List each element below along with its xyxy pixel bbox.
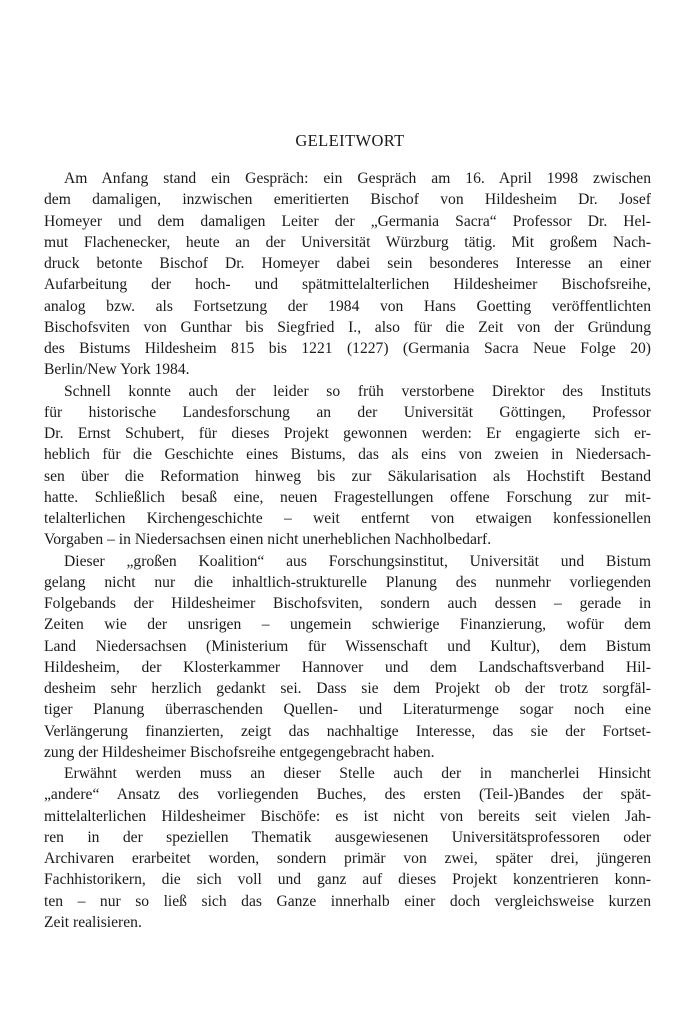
text-line: tiger Planung überraschenden Quellen- und Literaturmenge sogar noch eine: [44, 701, 651, 719]
text-line: Bischofsviten von Gunthar bis Siegfried I., also für die Zeit von der Gründung: [44, 318, 651, 336]
text-line: Zeiten wie der unsrigen – ungemein schwierige Finanzierung, wofür dem: [44, 616, 651, 634]
text-line: des Bistums Hildesheim 815 bis 1221 (1227) (Germania Sacra Neue Folge 20): [44, 340, 651, 357]
text-line: Archivaren erarbeitet worden, sondern primär von zwei, später drei, jüngeren: [44, 850, 651, 867]
text-line: Berlin/New York 1984.: [44, 361, 190, 379]
text-line: „andere“ Ansatz des vorliegenden Buches, des ersten (Teil-)Bandes der spät-: [44, 786, 651, 804]
text-line: druck betonte Bischof Dr. Homeyer dabei sein besonderes Interesse an einer: [44, 255, 651, 272]
text-line: zung der Hildesheimer Bischofsreihe entgegengebracht haben.: [44, 743, 435, 761]
text-line: ren in der speziellen Thematik ausgewiesenen Universitätsprofessoren oder: [44, 828, 651, 846]
text-line: Verlängerung finanzierten, zeigt das nachhaltige Interesse, das sie der Fortset-: [44, 722, 651, 740]
text-line: Erwähnt werden muss an dieser Stelle auch der in mancherlei Hinsicht: [64, 765, 651, 782]
text-line: mut Flachenecker, heute an der Universität Würzburg tätig. Mit großem Nach-: [44, 233, 651, 251]
text-line: Land Niedersachsen (Ministerium für Wissenschaft und Kultur), dem Bistum: [44, 637, 651, 655]
text-line: Homeyer und dem damaligen Leiter der „Germania Sacra“ Professor Dr. Hel-: [44, 212, 651, 230]
text-line: telalterlichen Kirchengeschichte – weit entfernt von etwaigen konfessionellen: [44, 510, 651, 527]
body-text: [44, 168, 651, 933]
text-line: hatte. Schließlich besaß eine, neuen Fragestellungen offene Forschung zur mit-: [44, 488, 651, 506]
text-line: Dr. Ernst Schubert, für dieses Projekt gewonnen werden: Er engagierte sich er-: [44, 425, 651, 442]
text-line: ten – nur so ließ sich das Ganze innerhalb einer doch vergleichsweise kurzen: [44, 892, 651, 910]
text-line: Hildesheim, der Klosterkammer Hannover und dem Landschaftsverband Hil-: [44, 658, 651, 676]
text-line: Fachhistorikern, die sich voll und ganz auf dieses Projekt konzentrieren konn-: [44, 871, 651, 889]
page-title: GELEITWORT: [295, 131, 405, 150]
text-line: Folgebands der Hildesheimer Bischofsviten, sondern auch dessen – gerade in: [44, 595, 651, 612]
text-line: gelang nicht nur die inhaltlich-strukturelle Planung des nunmehr vorliegenden: [44, 573, 651, 591]
text-line: mittelalterlichen Hildesheimer Bischöfe: es ist nicht von bereits seit vielen Jah-: [44, 807, 651, 825]
text-line: desheim sehr herzlich gedankt sei. Dass sie dem Projekt ob der trotz sorgfäl-: [44, 680, 651, 697]
text-line: für historische Landesforschung an der Universität Göttingen, Professor: [44, 403, 651, 421]
text-line: sen über die Reformation hinweg bis zur Säkularisation als Hochstift Bestand: [44, 467, 651, 485]
text-line: dem damaligen, inzwischen emeritierten Bischof von Hildesheim Dr. Josef: [44, 191, 651, 209]
text-line: Zeit realisieren.: [44, 913, 142, 931]
text-line: Dieser „großen Koalition“ aus Forschungsinstitut, Universität und Bistum: [64, 552, 651, 570]
text-line: heblich für die Geschichte eines Bistums, das als eins von zweien in Niedersach-: [44, 446, 651, 464]
text-line: Aufarbeitung der hoch- und spätmittelalterlichen Hildesheimer Bischofsreihe,: [44, 276, 651, 294]
text-line: analog bzw. als Fortsetzung der 1984 von Hans Goetting veröffentlichten: [44, 297, 651, 315]
text-line: Am Anfang stand ein Gespräch: ein Gespräch am 16. April 1998 zwischen: [64, 170, 651, 187]
text-line: Vorgaben – in Niedersachsen einen nicht unerheblichen Nachholbedarf.: [44, 531, 492, 549]
text-line: Schnell konnte auch der leider so früh verstorbene Direktor des Instituts: [64, 382, 651, 400]
